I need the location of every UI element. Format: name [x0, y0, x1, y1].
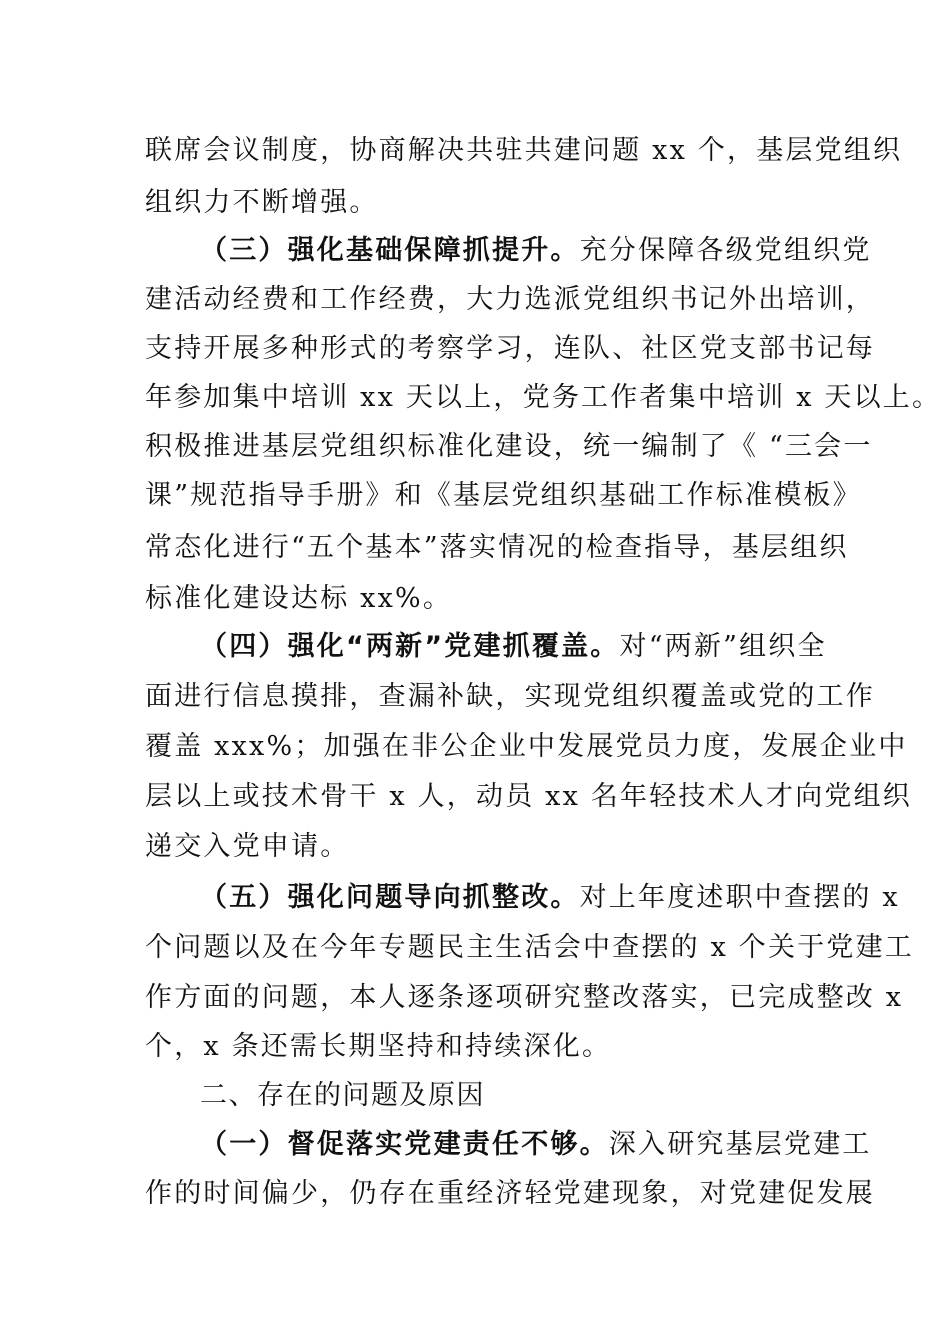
- text-line: 常态化进行“五个基本”落实情况的检查指导，基层组织: [145, 532, 849, 563]
- paragraph-heading-line: [200, 872, 900, 924]
- text-line: 作的时间偏少，仍存在重经济轻党建现象，对党建促发展: [145, 1178, 875, 1209]
- section-heading: 二、存在的问题及原因: [200, 1080, 485, 1111]
- text-line: 面进行信息摸排，查漏补缺，实现党组织覆盖或党的工作: [145, 681, 875, 712]
- text-line: 个问题以及在今年专题民主生活会中查摆的 x 个关于党建工: [145, 932, 914, 963]
- text-span: 对“两新”组织全: [619, 631, 827, 662]
- text-line: 层以上或技术骨干 x 人，动员 xx 名年轻技术人才向党组织: [145, 781, 913, 812]
- text-line: 联席会议制度，协商解决共驻共建问题 xx 个，基层党组织: [145, 135, 903, 166]
- text-line: 组织力不断增强。: [145, 187, 379, 218]
- paragraph-heading-line: [200, 1119, 872, 1171]
- text-line: 积极推进基层党组织标准化建设，统一编制了《 “三会一: [145, 431, 873, 462]
- text-line: 作方面的问题，本人逐条逐项研究整改落实，已完成整改 x: [145, 982, 904, 1013]
- text-line: 年参加集中培训 xx 天以上，党务工作者集中培训 x 天以上。: [145, 382, 942, 413]
- text-line: 个，x 条还需长期坚持和持续深化。: [145, 1031, 612, 1062]
- paragraph-heading-line: [200, 621, 825, 673]
- paragraph-heading: （三）强化基础保障抓提升。: [200, 235, 580, 266]
- paragraph-heading: （四）强化“两新”党建抓覆盖。: [200, 631, 620, 662]
- text-span: 深入研究基层党建工: [608, 1129, 872, 1160]
- text-span: 对上年度述职中查摆的 x: [579, 882, 900, 913]
- text-line: 建活动经费和工作经费，大力选派党组织书记外出培训，: [145, 284, 875, 315]
- text-line: 支持开展多种形式的考察学习，连队、社区党支部书记每: [145, 333, 875, 364]
- text-line: 标准化建设达标 xx%。: [145, 583, 453, 614]
- text-line: 递交入党申请。: [145, 831, 350, 862]
- text-line: 覆盖 xxx%；加强在非公企业中发展党员力度，发展企业中: [145, 731, 908, 762]
- text-span: 充分保障各级党组织党: [579, 235, 872, 266]
- text-line: 课”规范指导手册》和《基层党组织基础工作标准模板》: [145, 480, 862, 511]
- paragraph-heading-line: [200, 225, 872, 277]
- paragraph-heading: （五）强化问题导向抓整改。: [200, 882, 580, 913]
- paragraph-heading: （一）督促落实党建责任不够。: [200, 1129, 609, 1160]
